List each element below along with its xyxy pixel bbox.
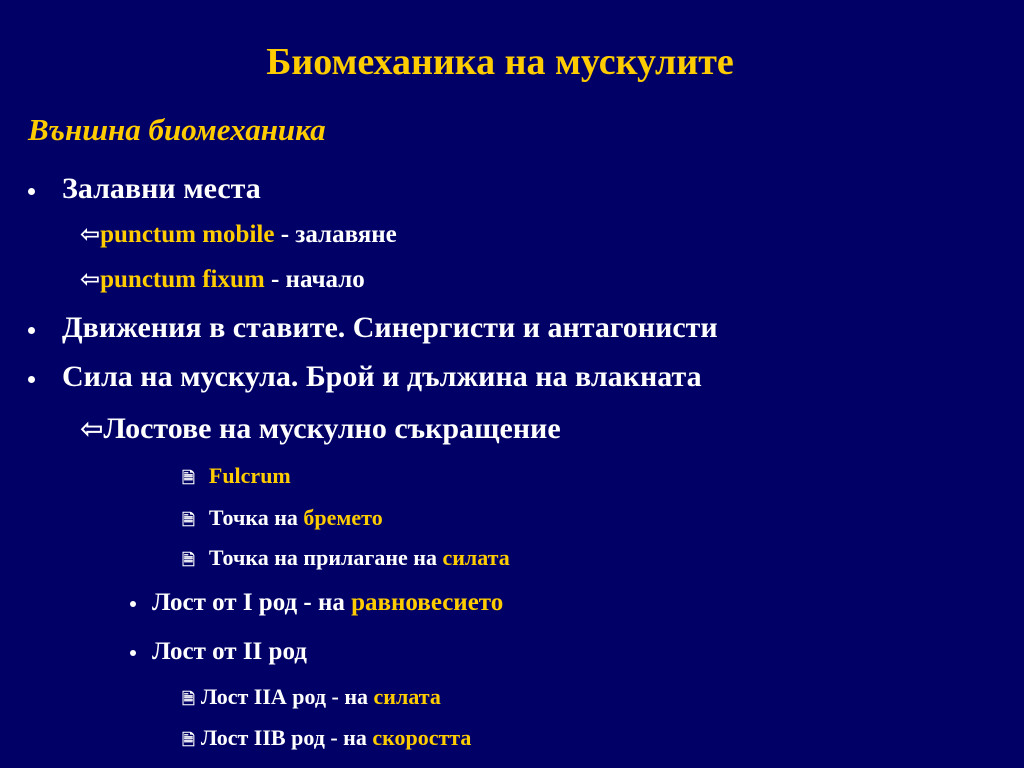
- bullet-dot: [28, 327, 35, 334]
- left-arrow-icon: ⇦: [80, 220, 101, 248]
- detail-item-fulcrum: [182, 463, 291, 494]
- item-text: Залавни места: [62, 172, 261, 205]
- item-text: Лост от II род: [152, 638, 307, 665]
- bullet-dot: [28, 188, 35, 195]
- sub-item-punctum-fixum: [80, 265, 365, 294]
- detail-item-load-point: [182, 505, 383, 536]
- left-arrow-icon: ⇦: [80, 412, 104, 445]
- bullet-dot: [28, 376, 35, 383]
- item-text: Лост от I род - на: [152, 589, 352, 616]
- document-icon: 🗎: [182, 550, 195, 569]
- item-text: Движения в ставите. Синергисти и антагонисти: [62, 311, 718, 344]
- slide-title: Биомеханика на мускулите: [266, 41, 734, 83]
- document-icon: 🗎: [182, 510, 195, 529]
- bullet-item-joints: [28, 311, 718, 345]
- term-text: punctum mobile: [100, 221, 275, 248]
- item-text: Точка на: [208, 505, 304, 530]
- item-highlight: силата: [442, 545, 510, 570]
- item-text: Точка на прилагане на: [208, 545, 443, 570]
- detail-item-force-point: [182, 545, 510, 576]
- desc-text: - начало: [264, 266, 365, 293]
- detail-item-lever-2a: [182, 684, 441, 715]
- item-text: Лост IIА род - на: [200, 684, 374, 709]
- document-icon: 🗎: [182, 468, 195, 487]
- bullet-item-lever-1: [130, 589, 503, 617]
- sub-item-punctum-mobile: [80, 220, 397, 249]
- bullet-dot: [130, 601, 136, 607]
- detail-item-lever-2b: [182, 725, 471, 756]
- item-text: Лостове на мускулно съкращение: [103, 412, 561, 445]
- item-highlight: силата: [373, 684, 441, 709]
- desc-text: - залавяне: [274, 221, 397, 248]
- item-text: Лост IIВ род - на: [200, 725, 373, 750]
- left-arrow-icon: ⇦: [80, 265, 101, 293]
- document-icon: 🗎: [182, 730, 195, 749]
- slide-subtitle: Външна биомеханика: [28, 112, 326, 147]
- document-icon: 🗎: [182, 689, 195, 708]
- bullet-dot: [130, 650, 136, 656]
- bullet-item-attachment: [28, 172, 261, 206]
- item-highlight: равновесието: [351, 589, 504, 616]
- bullet-item-lever-2: [130, 638, 307, 666]
- item-highlight: скоростта: [372, 725, 472, 750]
- item-text: Сила на мускула. Брой и дължина на влакната: [62, 360, 702, 393]
- item-highlight: бремето: [303, 505, 383, 530]
- bullet-item-strength: [28, 360, 702, 394]
- sub-item-levers: [80, 412, 561, 446]
- item-text: Fulcrum: [208, 463, 291, 488]
- term-text: punctum fixum: [100, 266, 265, 293]
